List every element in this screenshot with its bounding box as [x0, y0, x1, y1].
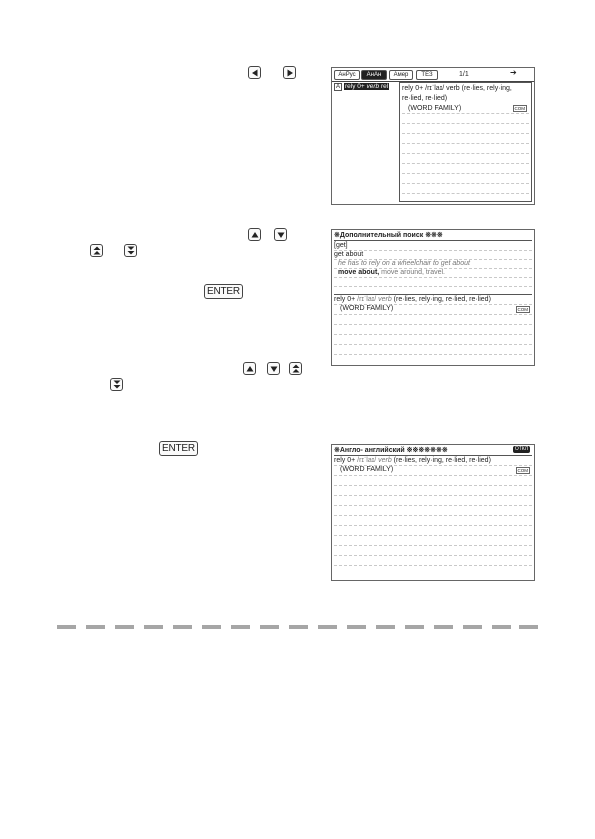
forward-arrow-icon: ➔ [510, 68, 517, 77]
divider [334, 334, 532, 335]
com-badge: COM [517, 468, 528, 473]
divider [334, 505, 532, 506]
down-arrow-key-icon [274, 228, 287, 241]
divider [402, 113, 529, 114]
divider [334, 324, 532, 325]
example-sentence: he has to rely on a wheelchair to get about [338, 260, 470, 267]
divider [402, 133, 529, 134]
tab-anan[interactable]: АнАн [361, 70, 387, 80]
screen-title: ※Дополнительный поиск ※※※ [334, 232, 443, 239]
tab-bar [332, 68, 534, 82]
divider [402, 163, 529, 164]
screen-title: ※Англо- английский ※※※※※※※ [334, 447, 448, 454]
entry-headline: rely 0+ /rɪˈlaɪ/ verb (re·lies, rely·ing, re·lied, re·lied) [334, 457, 491, 464]
divider [334, 495, 532, 496]
status-badge: ОТКЛ [514, 446, 528, 452]
title-divider [334, 240, 532, 241]
up-arrow-key-icon [243, 362, 256, 375]
word-family: (WORD FAMILY) [340, 305, 394, 312]
list-entry-word: rely 0+ [344, 83, 365, 90]
dictionary-screen-extra-search [331, 229, 535, 366]
search-query: [get] [334, 242, 348, 249]
up-arrow-key-icon [248, 228, 261, 241]
divider [334, 565, 532, 566]
list-entry-extra: rel [380, 83, 389, 90]
divider [402, 143, 529, 144]
page-down-key-icon [110, 378, 123, 391]
divider [334, 525, 532, 526]
divider [334, 354, 532, 355]
definition-line-1: rely 0+ /rɪˈlaɪ/ verb (re·lies, rely·ing, [402, 85, 512, 92]
synonyms: move about, move around, travel. [338, 269, 445, 276]
divider [402, 173, 529, 174]
enter-key-icon: ENTER [159, 441, 198, 456]
enter-key-icon: ENTER [204, 284, 243, 299]
com-badge: COM [514, 106, 525, 111]
selected-list-item[interactable] [344, 83, 389, 90]
page-down-key-icon [124, 244, 137, 257]
entry-headline: rely 0+ /rɪˈlaɪ/ verb (re·lies, rely·ing, re·lied, re·lied) [334, 296, 491, 303]
down-arrow-key-icon [267, 362, 280, 375]
dictionary-screen-anglo-english [331, 444, 535, 581]
divider [334, 250, 532, 251]
list-entry-pos: verb [366, 83, 380, 90]
definition-panel [399, 82, 532, 202]
divider [334, 515, 532, 516]
divider [402, 153, 529, 154]
definition-line-2: re·lied, re·lied) [402, 95, 448, 102]
dictionary-screen-tabs [331, 67, 535, 205]
word-list [334, 82, 398, 92]
right-arrow-key-icon [283, 66, 296, 79]
page-up-key-icon [289, 362, 302, 375]
divider [334, 286, 532, 287]
divider [334, 545, 532, 546]
tab-tez[interactable]: ТЕЗ [416, 70, 438, 80]
tab-anrus[interactable]: АнРус [334, 70, 360, 80]
page-indicator: 1/1 [459, 71, 469, 78]
divider [402, 123, 529, 124]
tab-amer[interactable]: Амер [389, 70, 413, 80]
divider [402, 183, 529, 184]
divider [334, 475, 532, 476]
divider [334, 344, 532, 345]
divider [334, 314, 532, 315]
page-up-key-icon [90, 244, 103, 257]
word-family: (WORD FAMILY) [408, 105, 462, 112]
com-badge: COM [517, 307, 528, 312]
divider [334, 485, 532, 486]
phrase: get about [334, 251, 364, 258]
divider [334, 555, 532, 556]
divider [334, 277, 532, 278]
divider [334, 535, 532, 536]
list-marker: A [336, 84, 341, 90]
left-arrow-key-icon [248, 66, 261, 79]
word-family: (WORD FAMILY) [340, 466, 394, 473]
divider [402, 193, 529, 194]
